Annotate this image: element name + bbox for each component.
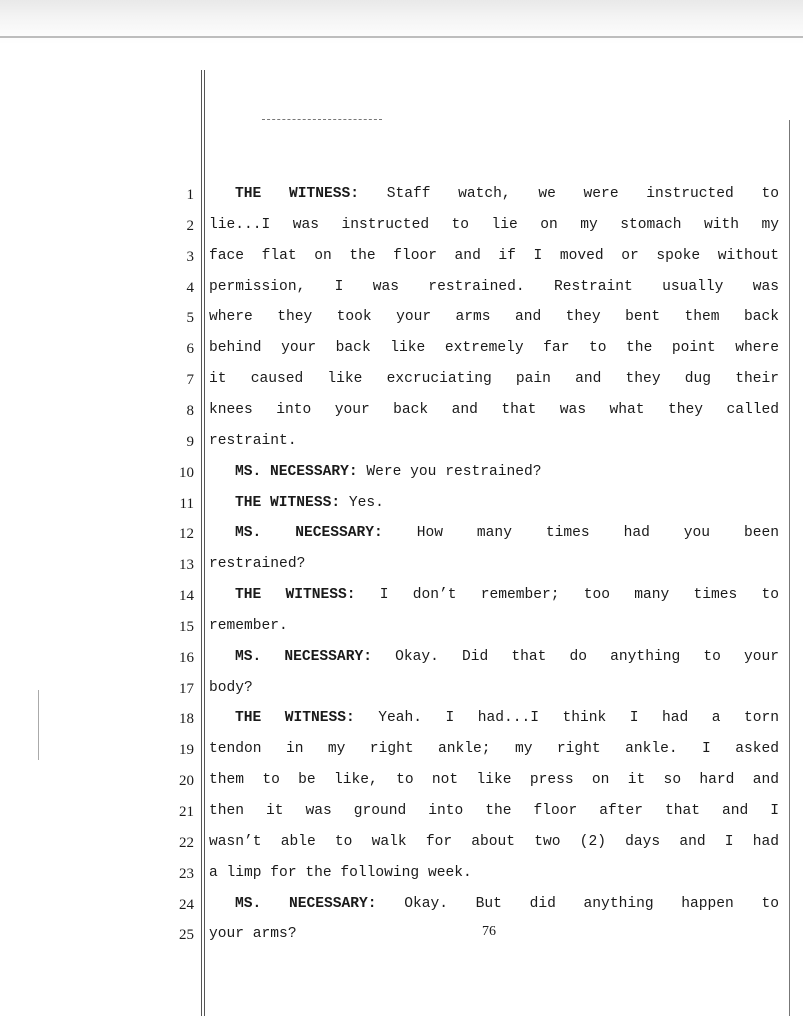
line-text: Okay. But did anything happen to (404, 896, 780, 912)
speaker-label: MS. NECESSARY: (235, 525, 383, 541)
line-number: 20 (179, 773, 194, 789)
transcript-line (209, 249, 779, 264)
line-number: 17 (179, 681, 194, 697)
line-text: your arms? (209, 926, 297, 942)
line-text: permission, I was restrained. Restraint usually was (209, 279, 779, 295)
line-number: 25 (179, 927, 194, 943)
line-text: then it was ground into the floor after that and I (209, 803, 779, 819)
right-margin-line (789, 120, 790, 1016)
line-number: 22 (179, 835, 194, 851)
line-text: restrained? (209, 556, 306, 572)
line-text: knees into your back and that was what they called (209, 402, 779, 418)
line-text: I don’t remember; too many times to (379, 587, 779, 603)
line-number: 4 (186, 280, 194, 296)
speaker-label: THE WITNESS: (235, 587, 356, 603)
line-number: 16 (179, 650, 194, 666)
header-dashes (262, 119, 382, 121)
speaker-label: MS. NECESSARY: (235, 464, 358, 480)
transcript-line (209, 773, 779, 788)
line-number: 13 (179, 557, 194, 573)
line-text: Yes. (348, 495, 384, 511)
line-number: 24 (179, 897, 194, 913)
line-number: 5 (186, 310, 194, 326)
line-text: body? (209, 680, 253, 696)
transcript-line (209, 650, 779, 665)
line-text: remember. (209, 618, 288, 634)
line-number: 1 (186, 187, 194, 203)
line-text: behind your back like extremely far to the point where (209, 340, 779, 356)
transcript-line (209, 557, 779, 572)
left-margin-line (201, 70, 202, 1016)
left-margin-line-inner (204, 70, 205, 1016)
line-text: Staff watch, we were instructed to (386, 186, 780, 202)
left-edge-mark (38, 690, 39, 760)
transcript-line (209, 218, 779, 233)
transcript-line (209, 866, 779, 881)
speaker-label: THE WITNESS: (235, 186, 360, 202)
line-text: where they took your arms and they bent them back (209, 309, 779, 325)
line-number: 8 (186, 403, 194, 419)
line-number: 7 (186, 372, 194, 388)
line-text: Yeah. I had...I think I had a torn (378, 710, 780, 726)
line-text: them to be like, to not like press on it so hard and (209, 772, 779, 788)
line-number: 6 (186, 341, 194, 357)
line-number: 10 (179, 465, 194, 481)
line-number: 9 (186, 434, 194, 450)
line-number: 19 (179, 742, 194, 758)
line-text: restraint. (209, 433, 297, 449)
transcript-line (209, 897, 779, 912)
line-text: face flat on the floor and if I moved or spoke without (209, 248, 779, 264)
transcript-line (209, 187, 779, 202)
line-number: 2 (186, 218, 194, 234)
page-number: 76 (482, 924, 496, 939)
transcript-line (209, 804, 779, 819)
transcript-line (209, 835, 779, 850)
line-number: 18 (179, 711, 194, 727)
transcript-line (209, 619, 779, 634)
line-text: How many times had you been (416, 525, 780, 541)
transcript-line (209, 711, 779, 726)
transcript-line (209, 280, 779, 295)
transcript-line (209, 496, 779, 511)
line-text: tendon in my right ankle; my right ankle. I asked (209, 741, 779, 757)
line-number: 3 (186, 249, 194, 265)
line-number: 23 (179, 866, 194, 882)
transcript-line (209, 341, 779, 356)
transcript-line (209, 681, 779, 696)
transcript-line (209, 465, 779, 480)
line-number: 21 (179, 804, 194, 820)
transcript-line (209, 403, 779, 418)
line-number: 14 (179, 588, 194, 604)
scan-rule (0, 36, 803, 38)
line-text: lie...I was instructed to lie on my stomach with my (209, 217, 779, 233)
transcript-line (209, 372, 779, 387)
line-text: a limp for the following week. (209, 865, 472, 881)
line-number: 11 (179, 496, 194, 512)
speaker-label: MS. NECESSARY: (235, 649, 372, 665)
speaker-label: THE WITNESS: (235, 710, 355, 726)
speaker-label: MS. NECESSARY: (235, 896, 377, 912)
line-text: wasn’t able to walk for about two (2) days and I had (209, 834, 779, 850)
speaker-label: THE WITNESS: (235, 495, 341, 511)
transcript-line (209, 588, 779, 603)
transcript-line (209, 526, 779, 541)
line-text: Were you restrained? (366, 464, 542, 480)
transcript-line (209, 434, 779, 449)
line-number: 12 (179, 526, 194, 542)
transcript-line (209, 742, 779, 757)
line-text: it caused like excruciating pain and they dug their (209, 371, 779, 387)
transcript-line (209, 310, 779, 325)
line-text: Okay. Did that do anything to your (395, 649, 779, 665)
line-number: 15 (179, 619, 194, 635)
